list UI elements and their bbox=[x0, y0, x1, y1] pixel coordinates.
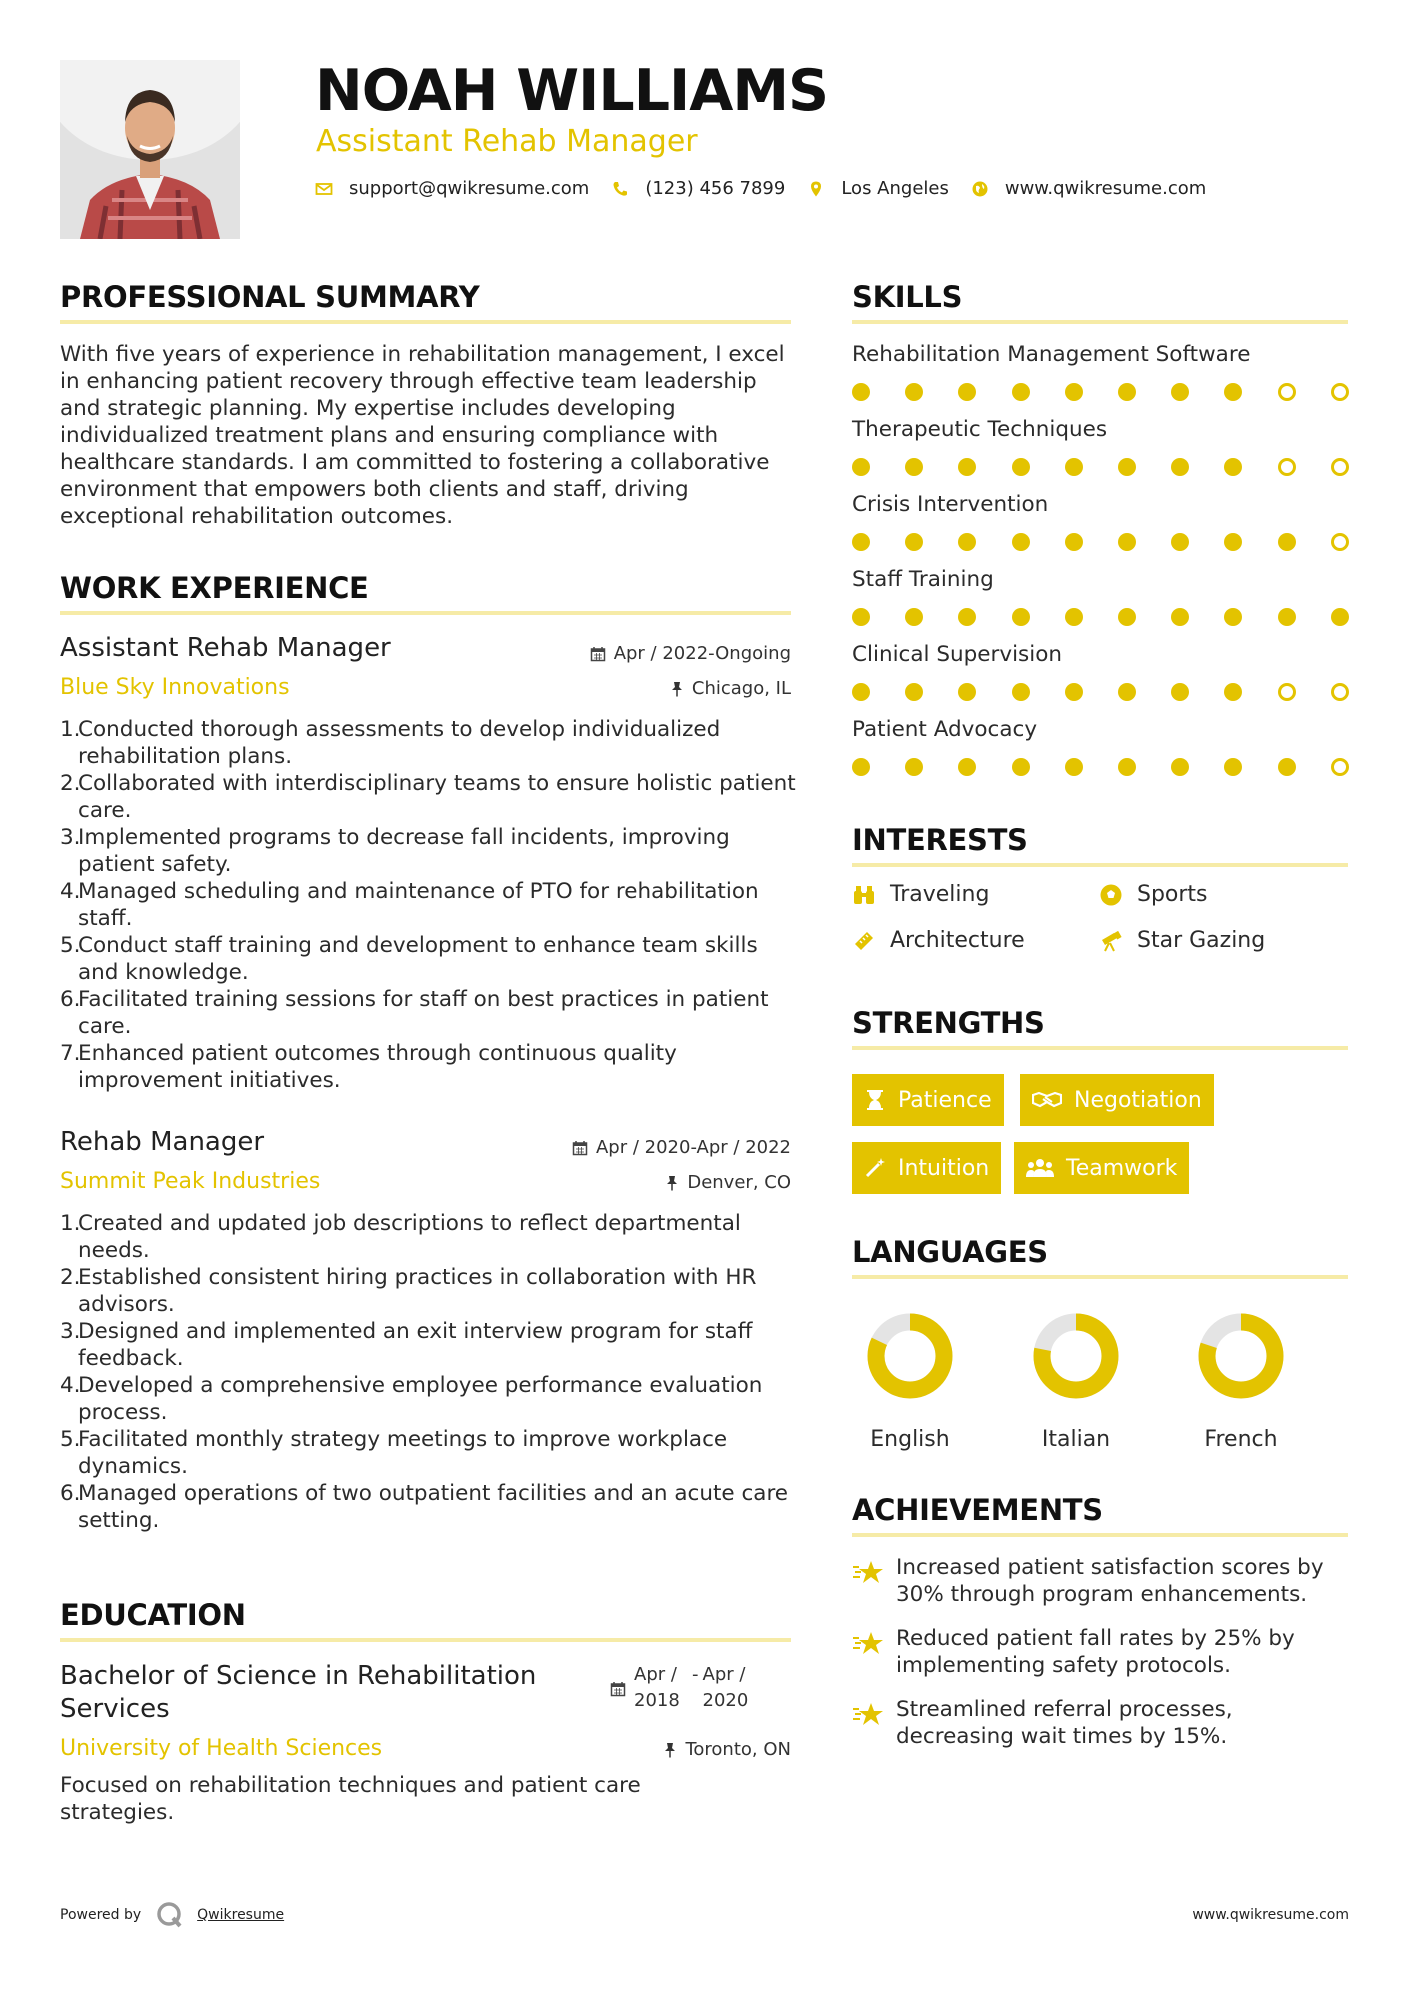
interest-label: Traveling bbox=[890, 882, 990, 907]
skill-name: Clinical Supervision bbox=[852, 642, 1063, 667]
section-rule bbox=[852, 1533, 1348, 1537]
rating-dot-filled bbox=[852, 758, 870, 776]
job-bullets bbox=[60, 716, 800, 1094]
rating-dot-filled bbox=[1065, 533, 1083, 551]
strength-label: Intuition bbox=[898, 1155, 990, 1181]
rating-dot-filled bbox=[1224, 683, 1242, 701]
star-icon bbox=[852, 1560, 884, 1584]
skill-rating bbox=[852, 458, 1384, 476]
strength-badge bbox=[852, 1142, 1001, 1194]
section-title-strengths: STRENGTHS bbox=[852, 1006, 1045, 1040]
language-ring bbox=[865, 1311, 955, 1401]
rating-dot-filled bbox=[1171, 683, 1189, 701]
rating-dot-filled bbox=[1118, 458, 1136, 476]
achievement-text: Increased patient satisfaction scores by 30% through program enhancements. bbox=[896, 1555, 1324, 1607]
section-rule bbox=[852, 1046, 1348, 1050]
job-location-text: Denver, CO bbox=[687, 1172, 791, 1193]
contact-location bbox=[807, 178, 949, 199]
rating-dot-empty bbox=[1331, 533, 1349, 551]
contact-phone-text: (123) 456 7899 bbox=[645, 178, 786, 199]
rating-dot-filled bbox=[905, 533, 923, 551]
handshake-icon bbox=[1032, 1089, 1062, 1111]
rating-dot-empty bbox=[1331, 683, 1349, 701]
list-item: 3. Designed and implemented an exit interview program for staff feedback. bbox=[60, 1319, 753, 1371]
rating-dot-empty bbox=[1278, 683, 1296, 701]
rating-dot-filled bbox=[1224, 608, 1242, 626]
contact-location-text: Los Angeles bbox=[841, 178, 949, 199]
rating-dot-filled bbox=[1065, 383, 1083, 401]
calendar-icon bbox=[590, 646, 606, 662]
skill-rating bbox=[852, 383, 1384, 401]
telescope-icon bbox=[1099, 929, 1123, 953]
ruler-pencil-icon bbox=[852, 929, 876, 953]
rating-dot-filled bbox=[958, 683, 976, 701]
job-title: Assistant Rehab Manager bbox=[60, 633, 391, 663]
rating-dot-filled bbox=[958, 383, 976, 401]
language-ring bbox=[1031, 1311, 1121, 1401]
list-item: 2. Collaborated with interdisciplinary teams to ensure holistic patient care. bbox=[60, 771, 796, 823]
brand-link[interactable]: Qwikresume bbox=[197, 1907, 285, 1923]
section-rule bbox=[852, 1275, 1348, 1279]
calendar-icon bbox=[572, 1140, 588, 1156]
language-name: French bbox=[1204, 1427, 1278, 1452]
rating-dot-filled bbox=[1224, 383, 1242, 401]
phone-icon bbox=[611, 180, 629, 198]
rating-dot-filled bbox=[1012, 458, 1030, 476]
candidate-title: Assistant Rehab Manager bbox=[316, 124, 698, 159]
rating-dot-filled bbox=[852, 458, 870, 476]
rating-dot-filled bbox=[1012, 758, 1030, 776]
team-icon bbox=[1026, 1157, 1054, 1179]
star-icon bbox=[852, 1702, 884, 1726]
rating-dot-filled bbox=[1331, 608, 1349, 626]
interest-item bbox=[1099, 928, 1265, 953]
footer-powered-by bbox=[60, 1900, 284, 1930]
rating-dot-filled bbox=[1278, 758, 1296, 776]
job-dates-text: Apr / 2020-Apr / 2022 bbox=[595, 1137, 791, 1158]
section-title-summary: PROFESSIONAL SUMMARY bbox=[60, 280, 480, 314]
hourglass-icon bbox=[864, 1088, 886, 1112]
rating-dot-filled bbox=[905, 458, 923, 476]
education-start: Apr / 2018 bbox=[634, 1664, 680, 1711]
rating-dot-filled bbox=[1012, 683, 1030, 701]
rating-dot-filled bbox=[852, 533, 870, 551]
interest-label: Star Gazing bbox=[1137, 928, 1266, 953]
skill-name: Patient Advocacy bbox=[852, 717, 1038, 742]
rating-dot-filled bbox=[852, 683, 870, 701]
rating-dot-filled bbox=[1118, 533, 1136, 551]
job-bullets bbox=[60, 1210, 800, 1534]
section-rule bbox=[852, 863, 1348, 867]
summary-text: With five years of experience in rehabilitation management, I excel in enhancing patient recovery through effective team leadership and strategic planning. My expertise includes developing individualized treatment plans and ensuring compliance with healthcare standards. I am committed to fostering a collaborative environment that empowers both clients and staff, driving exceptional rehabilitation outcomes. bbox=[60, 342, 785, 529]
skill-rating bbox=[852, 758, 1384, 776]
list-item: 1. Created and updated job descriptions to reflect departmental needs. bbox=[60, 1211, 741, 1263]
degree-title: Bachelor of Science in Rehabilitation Services bbox=[60, 1661, 537, 1724]
achievement-item bbox=[852, 1625, 1352, 1679]
job-dates bbox=[572, 1137, 791, 1158]
list-item: 5. Facilitated monthly strategy meetings to improve workplace dynamics. bbox=[60, 1427, 728, 1479]
section-title-languages: LANGUAGES bbox=[852, 1235, 1048, 1269]
rating-dot-filled bbox=[958, 458, 976, 476]
interest-item bbox=[852, 928, 1025, 953]
globe-icon bbox=[971, 180, 989, 198]
soccer-ball-icon bbox=[1099, 883, 1123, 907]
list-item: 3. Implemented programs to decrease fall incidents, improving patient safety. bbox=[60, 825, 730, 877]
rating-dot-filled bbox=[958, 533, 976, 551]
rating-dot-filled bbox=[958, 758, 976, 776]
rating-dot-filled bbox=[1065, 608, 1083, 626]
rating-dot-filled bbox=[905, 758, 923, 776]
rating-dot-empty bbox=[1331, 383, 1349, 401]
job-dates-text: Apr / 2022-Ongoing bbox=[613, 643, 791, 664]
rating-dot-filled bbox=[1224, 758, 1242, 776]
list-item: 7. Enhanced patient outcomes through continuous quality improvement initiatives. bbox=[60, 1041, 677, 1093]
rating-dot-empty bbox=[1278, 458, 1296, 476]
rating-dot-filled bbox=[1278, 608, 1296, 626]
achievement-item bbox=[852, 1554, 1352, 1608]
rating-dot-filled bbox=[1171, 758, 1189, 776]
rating-dot-filled bbox=[1224, 458, 1242, 476]
achievement-text: Streamlined referral processes, decreasing wait times by 15%. bbox=[896, 1697, 1233, 1749]
job-dates bbox=[590, 643, 791, 664]
contact-email[interactable] bbox=[315, 178, 589, 199]
strength-badge bbox=[1020, 1074, 1214, 1126]
map-pin-icon bbox=[807, 180, 825, 198]
powered-by-label: Powered by bbox=[60, 1907, 142, 1923]
language-ring bbox=[1196, 1311, 1286, 1401]
rating-dot-empty bbox=[1331, 758, 1349, 776]
rating-dot-filled bbox=[852, 383, 870, 401]
profile-photo bbox=[60, 60, 240, 239]
strength-badge bbox=[852, 1074, 1004, 1126]
skill-name: Crisis Intervention bbox=[852, 492, 1049, 517]
pushpin-icon bbox=[665, 1175, 679, 1191]
job-title: Rehab Manager bbox=[60, 1127, 265, 1157]
star-icon bbox=[852, 1631, 884, 1655]
education-date-separator: - bbox=[692, 1664, 699, 1685]
rating-dot-filled bbox=[1012, 383, 1030, 401]
section-rule bbox=[60, 1638, 791, 1642]
rating-dot-filled bbox=[1171, 608, 1189, 626]
section-rule bbox=[60, 611, 791, 615]
calendar-icon bbox=[610, 1681, 626, 1697]
section-rule bbox=[60, 320, 791, 324]
interest-label: Architecture bbox=[890, 928, 1025, 953]
rating-dot-filled bbox=[1065, 758, 1083, 776]
skill-rating bbox=[852, 683, 1384, 701]
skill-rating bbox=[852, 533, 1384, 551]
rating-dot-filled bbox=[905, 683, 923, 701]
section-title-work: WORK EXPERIENCE bbox=[60, 571, 369, 605]
list-item: 4. Managed scheduling and maintenance of PTO for rehabilitation staff. bbox=[60, 879, 759, 931]
school-name: University of Health Sciences bbox=[60, 1736, 383, 1761]
education-description: Focused on rehabilitation techniques and patient care strategies. bbox=[60, 1773, 641, 1825]
list-item: 4. Developed a comprehensive employee performance evaluation process. bbox=[60, 1373, 763, 1425]
strength-label: Teamwork bbox=[1066, 1155, 1178, 1181]
strength-label: Negotiation bbox=[1074, 1087, 1202, 1113]
education-dates bbox=[610, 1662, 761, 1714]
contact-phone[interactable] bbox=[611, 178, 785, 199]
skill-rating bbox=[852, 608, 1384, 626]
job-location-text: Chicago, IL bbox=[691, 678, 791, 699]
envelope-icon bbox=[315, 180, 333, 198]
language-item bbox=[1186, 1311, 1296, 1452]
list-item: 2. Established consistent hiring practices in collaboration with HR advisors. bbox=[60, 1265, 757, 1317]
education-location bbox=[663, 1739, 791, 1760]
rating-dot-filled bbox=[1118, 608, 1136, 626]
list-item: 6. Facilitated training sessions for staff on best practices in patient care. bbox=[60, 987, 769, 1039]
rating-dot-filled bbox=[852, 608, 870, 626]
rating-dot-filled bbox=[905, 608, 923, 626]
list-item: 6. Managed operations of two outpatient facilities and an acute care setting. bbox=[60, 1481, 789, 1533]
job-company: Blue Sky Innovations bbox=[60, 675, 290, 700]
strength-badge bbox=[1014, 1142, 1189, 1194]
language-item bbox=[855, 1311, 965, 1452]
interest-label: Sports bbox=[1137, 882, 1208, 907]
language-name: English bbox=[870, 1427, 950, 1452]
contact-bar bbox=[315, 178, 1228, 199]
rating-dot-empty bbox=[1278, 383, 1296, 401]
candidate-name: NOAH WILLIAMS bbox=[315, 58, 829, 124]
section-rule bbox=[852, 320, 1348, 324]
contact-website-text: www.qwikresume.com bbox=[1004, 178, 1207, 199]
list-item: 1. Conducted thorough assessments to develop individualized rehabilitation plans. bbox=[60, 717, 721, 769]
pushpin-icon bbox=[670, 681, 684, 697]
education-location-text: Toronto, ON bbox=[685, 1739, 791, 1760]
skill-name: Therapeutic Techniques bbox=[852, 417, 1108, 442]
rating-dot-filled bbox=[1118, 758, 1136, 776]
rating-dot-filled bbox=[1065, 458, 1083, 476]
rating-dot-filled bbox=[1224, 533, 1242, 551]
rating-dot-filled bbox=[1118, 383, 1136, 401]
language-name: Italian bbox=[1041, 1427, 1111, 1452]
rating-dot-filled bbox=[1171, 533, 1189, 551]
rating-dot-filled bbox=[1065, 683, 1083, 701]
section-title-skills: SKILLS bbox=[852, 280, 963, 314]
achievement-item bbox=[852, 1696, 1352, 1750]
contact-email-text: support@qwikresume.com bbox=[349, 178, 590, 199]
job-company: Summit Peak Industries bbox=[60, 1169, 321, 1194]
list-item: 5. Conduct staff training and development to enhance team skills and knowledge. bbox=[60, 933, 758, 985]
rating-dot-filled bbox=[1171, 458, 1189, 476]
contact-website[interactable] bbox=[971, 178, 1206, 199]
rating-dot-filled bbox=[958, 608, 976, 626]
pushpin-icon bbox=[663, 1742, 677, 1758]
rating-dot-filled bbox=[1118, 683, 1136, 701]
footer-website[interactable]: www.qwikresume.com bbox=[1192, 1907, 1349, 1923]
job-location bbox=[665, 1172, 791, 1193]
binoculars-icon bbox=[852, 883, 876, 907]
magic-wand-icon bbox=[864, 1157, 886, 1179]
job-location bbox=[670, 678, 791, 699]
skill-name: Rehabilitation Management Software bbox=[852, 342, 1251, 367]
rating-dot-filled bbox=[905, 383, 923, 401]
section-title-achievements: ACHIEVEMENTS bbox=[852, 1493, 1103, 1527]
rating-dot-empty bbox=[1331, 458, 1349, 476]
qwikresume-logo-icon bbox=[155, 1900, 185, 1930]
language-item bbox=[1021, 1311, 1131, 1452]
interest-item bbox=[1099, 882, 1208, 907]
skill-name: Staff Training bbox=[852, 567, 994, 592]
rating-dot-filled bbox=[1171, 383, 1189, 401]
rating-dot-filled bbox=[1012, 533, 1030, 551]
section-title-interests: INTERESTS bbox=[852, 823, 1028, 857]
rating-dot-filled bbox=[1012, 608, 1030, 626]
education-end: Apr / 2020 bbox=[702, 1664, 749, 1711]
interest-item bbox=[852, 882, 989, 907]
strength-label: Patience bbox=[898, 1087, 992, 1113]
section-title-education: EDUCATION bbox=[60, 1598, 246, 1632]
rating-dot-filled bbox=[1278, 533, 1296, 551]
achievement-text: Reduced patient fall rates by 25% by implementing safety protocols. bbox=[896, 1626, 1295, 1678]
